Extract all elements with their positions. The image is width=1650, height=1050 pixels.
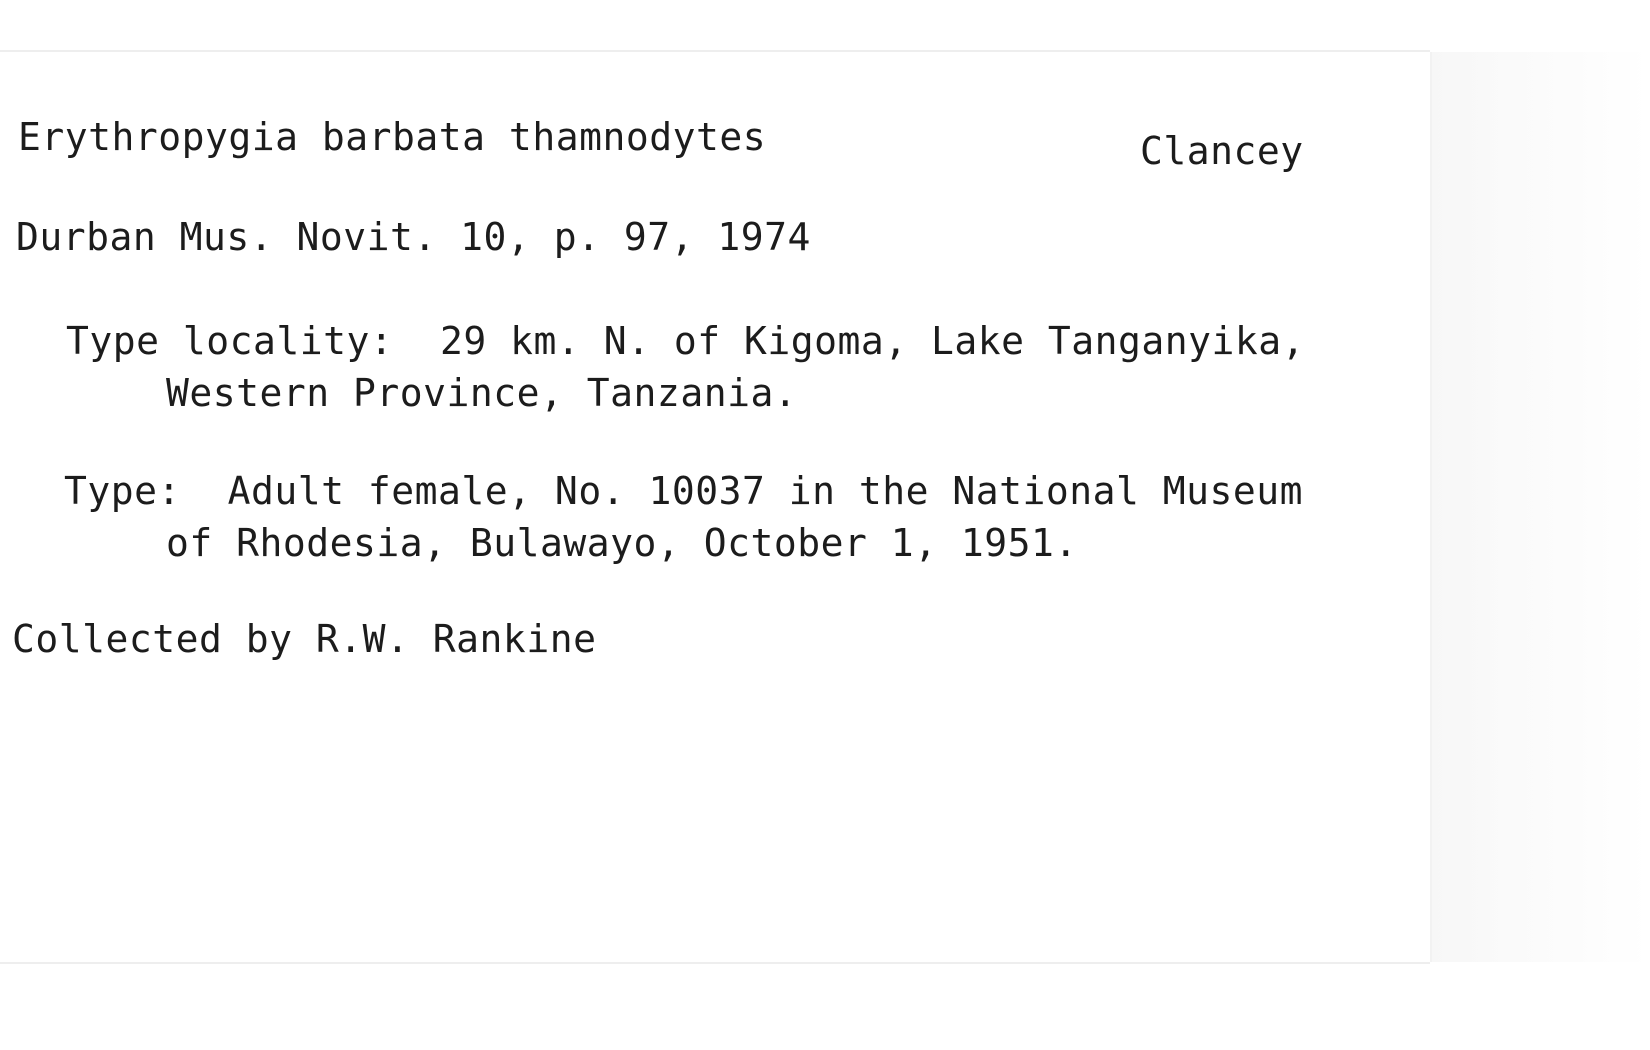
publication-citation: Durban Mus. Novit. 10, p. 97, 1974 <box>16 215 811 259</box>
type-specimen-line-1: Type: Adult female, No. 10037 in the National Museum <box>64 469 1304 513</box>
scan-background-edge <box>1430 52 1650 962</box>
species-name: Erythropygia barbata thamnodytes <box>18 115 767 159</box>
collector-line: Collected by R.W. Rankine <box>12 617 597 661</box>
type-locality-line-2: Western Province, Tanzania. <box>166 371 798 415</box>
species-author: Clancey <box>1140 129 1304 173</box>
type-specimen-line-2: of Rhodesia, Bulawayo, October 1, 1951. <box>166 521 1078 565</box>
type-locality-line-1: Type locality: 29 km. N. of Kigoma, Lake Tanganyika, <box>66 319 1306 363</box>
